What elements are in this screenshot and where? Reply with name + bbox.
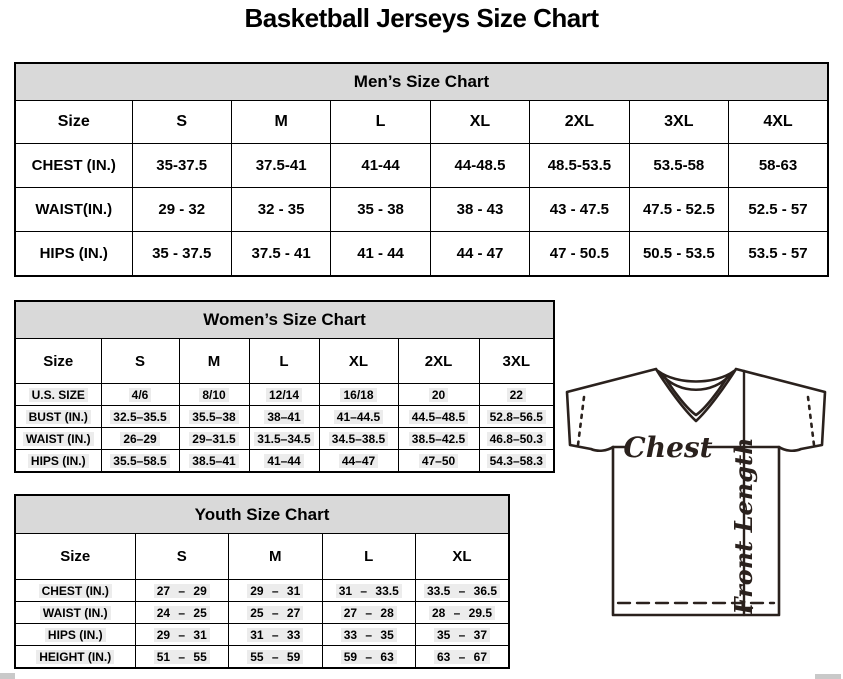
size-value-cell: 53.5 - 57 [729,232,828,277]
womens-table-title: Women’s Size Chart [15,301,554,339]
mens-table-title: Men’s Size Chart [15,63,828,101]
page-title: Basketball Jerseys Size Chart [244,3,599,33]
size-value-cell: 35.5–58.5 [101,450,179,473]
jersey-measurement-diagram [560,358,834,630]
size-value-cell: 50.5 - 53.5 [629,232,728,277]
size-value-cell: 38 - 43 [430,188,529,232]
table-row [15,144,828,188]
size-value-cell: 33.5 – 36.5 [416,580,510,602]
row-label: HEIGHT (IN.) [15,646,135,669]
column-header: M [179,339,249,384]
size-value-cell: 37.5-41 [231,144,330,188]
size-value-cell: 25 – 27 [229,602,323,624]
size-value-cell: 29 – 31 [229,580,323,602]
size-value-cell: 34.5–38.5 [319,428,398,450]
size-value-cell: 54.3–58.3 [479,450,554,473]
scrollbar-fragment-right[interactable] [815,674,841,679]
row-label: U.S. SIZE [15,384,101,406]
size-value-cell: 27 – 28 [322,602,416,624]
size-value-cell: 52.8–56.5 [479,406,554,428]
row-label: CHEST (IN.) [15,144,132,188]
column-header: XL [430,101,529,144]
size-value-cell: 31.5–34.5 [249,428,319,450]
scrollbar-fragment-left[interactable] [0,673,15,679]
column-header: 4XL [729,101,828,144]
size-value-cell: 44-48.5 [430,144,529,188]
column-header: 2XL [530,101,629,144]
size-value-cell: 38–41 [249,406,319,428]
row-label: WAIST (IN.) [15,428,101,450]
size-value-cell: 48.5-53.5 [530,144,629,188]
column-header: S [135,534,229,580]
size-value-cell: 53.5-58 [629,144,728,188]
size-value-cell: 58-63 [729,144,828,188]
size-value-cell: 24 – 25 [135,602,229,624]
size-value-cell: 52.5 - 57 [729,188,828,232]
size-value-cell: 8/10 [179,384,249,406]
column-header: L [249,339,319,384]
table-row [15,384,554,406]
size-value-cell: 41–44 [249,450,319,473]
size-value-cell: 27 – 29 [135,580,229,602]
size-value-cell: 41 - 44 [331,232,430,277]
size-value-cell: 29 - 32 [132,188,231,232]
size-value-cell: 37.5 - 41 [231,232,330,277]
table-row [15,450,554,473]
size-value-cell: 12/14 [249,384,319,406]
size-value-cell: 41–44.5 [319,406,398,428]
size-value-cell: 31 – 33.5 [322,580,416,602]
size-value-cell: 28 – 29.5 [416,602,510,624]
table-row [15,406,554,428]
size-value-cell: 46.8–50.3 [479,428,554,450]
column-header: 3XL [629,101,728,144]
size-value-cell: 55 – 59 [229,646,323,669]
size-value-cell: 41-44 [331,144,430,188]
row-label: WAIST (IN.) [15,602,135,624]
column-header: Size [15,339,101,384]
mens-size-table [14,62,829,277]
size-value-cell: 16/18 [319,384,398,406]
size-value-cell: 22 [479,384,554,406]
size-value-cell: 4/6 [101,384,179,406]
size-value-cell: 35 - 38 [331,188,430,232]
size-value-cell: 32.5–35.5 [101,406,179,428]
size-value-cell: 35 – 37 [416,624,510,646]
column-header: Size [15,534,135,580]
column-header: XL [416,534,510,580]
chest-label: Chest [623,431,713,464]
column-header: S [101,339,179,384]
size-value-cell: 35.5–38 [179,406,249,428]
size-value-cell: 44.5–48.5 [398,406,479,428]
size-value-cell: 43 - 47.5 [530,188,629,232]
column-header: 2XL [398,339,479,384]
size-value-cell: 51 – 55 [135,646,229,669]
column-header-row [15,339,554,384]
youth-table-title: Youth Size Chart [15,495,509,534]
size-value-cell: 32 - 35 [231,188,330,232]
table-row [15,188,828,232]
jersey-outline-shape [567,369,825,615]
size-value-cell: 35-37.5 [132,144,231,188]
table-row [15,624,509,646]
table-row [15,602,509,624]
column-header-row [15,534,509,580]
size-value-cell: 63 – 67 [416,646,510,669]
womens-size-table [14,300,555,473]
row-label: HIPS (IN.) [15,232,132,277]
row-label: BUST (IN.) [15,406,101,428]
row-label: HIPS (IN.) [15,624,135,646]
column-header: S [132,101,231,144]
column-header: L [322,534,416,580]
table-row [15,428,554,450]
youth-size-table [14,494,510,669]
table-row [15,232,828,277]
column-header: L [331,101,430,144]
size-value-cell: 47 - 50.5 [530,232,629,277]
table-row [15,646,509,669]
column-header: XL [319,339,398,384]
column-header: M [229,534,323,580]
front-length-label: Front Length [729,437,758,615]
column-header: Size [15,101,132,144]
size-value-cell: 38.5–42.5 [398,428,479,450]
size-value-cell: 38.5–41 [179,450,249,473]
size-value-cell: 47.5 - 52.5 [629,188,728,232]
size-value-cell: 31 – 33 [229,624,323,646]
size-value-cell: 59 – 63 [322,646,416,669]
size-value-cell: 44 - 47 [430,232,529,277]
row-label: WAIST(IN.) [15,188,132,232]
collar-arc-outer [658,371,734,382]
size-value-cell: 44–47 [319,450,398,473]
size-value-cell: 20 [398,384,479,406]
row-label: CHEST (IN.) [15,580,135,602]
size-value-cell: 26–29 [101,428,179,450]
column-header: 3XL [479,339,554,384]
size-value-cell: 47–50 [398,450,479,473]
table-row [15,580,509,602]
size-value-cell: 29–31.5 [179,428,249,450]
size-value-cell: 33 – 35 [322,624,416,646]
size-value-cell: 35 - 37.5 [132,232,231,277]
column-header-row [15,101,828,144]
column-header: M [231,101,330,144]
row-label: HIPS (IN.) [15,450,101,473]
size-value-cell: 29 – 31 [135,624,229,646]
